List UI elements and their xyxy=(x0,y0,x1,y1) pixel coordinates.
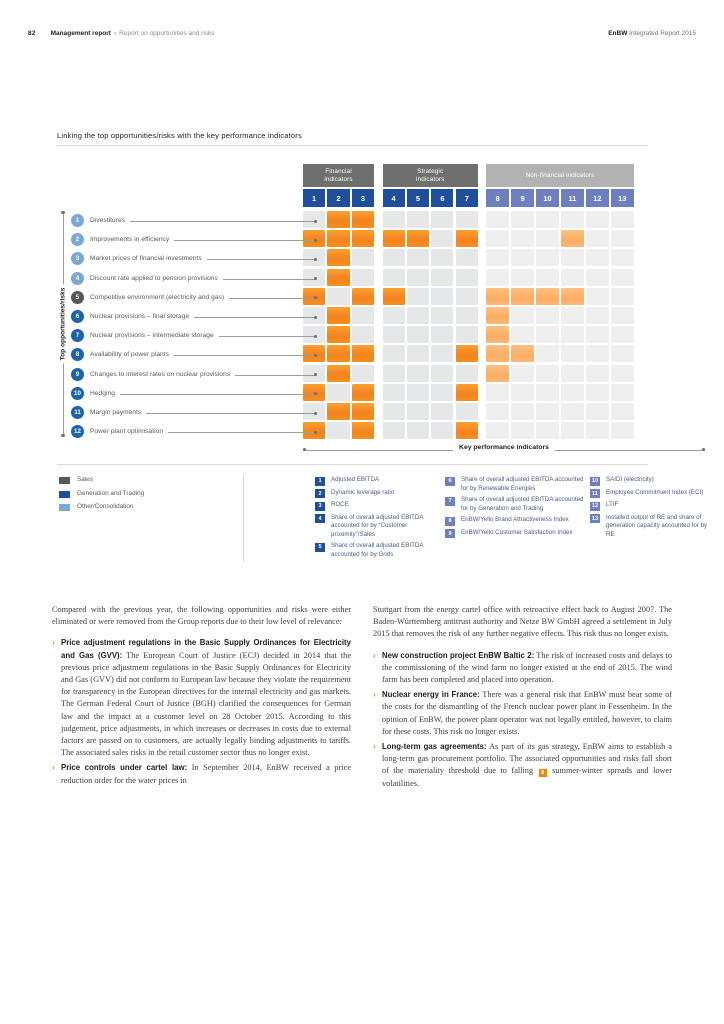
kpi-legend-item-7[interactable] xyxy=(445,496,590,513)
kpi-column-chip-4[interactable]: 4 xyxy=(383,189,405,207)
kpi-legend-text: Share of overall adjusted EBITDA accounted for by Grids xyxy=(331,542,424,558)
kpi-legend-number-8: 8 xyxy=(445,517,455,526)
kpi-column-chip-12[interactable]: 12 xyxy=(586,189,609,207)
risk-leader-line xyxy=(207,259,316,260)
kpi-legend-column-3 xyxy=(590,476,710,542)
kpi-legend-number-6: 6 xyxy=(445,477,455,486)
risk-row-6[interactable] xyxy=(71,307,316,326)
kpi-legend-number-12: 12 xyxy=(591,503,599,509)
kpi-legend-text: Share of overall adjusted EBITDA accounted for by Generation and Trading xyxy=(461,496,584,512)
risk-row-2[interactable] xyxy=(71,230,316,249)
risk-number-badge-1: 1 xyxy=(71,214,84,227)
body-bullet-item xyxy=(373,689,672,738)
kpi-column-chip-7[interactable]: 7 xyxy=(456,189,478,207)
kpi-legend-text: Employee Commitment Index (ECI) xyxy=(606,488,704,496)
risk-row-10[interactable] xyxy=(71,384,316,403)
kpi-legend-item-6[interactable] xyxy=(445,476,590,493)
x-axis xyxy=(303,445,705,455)
segment-legend-swatch xyxy=(59,477,70,484)
risk-row-7[interactable] xyxy=(71,326,316,345)
risk-leader-line xyxy=(168,432,316,433)
kpi-column-chip-11[interactable]: 11 xyxy=(561,189,584,207)
risk-number-badge-6: 6 xyxy=(71,310,84,323)
risk-number-badge-10: 10 xyxy=(71,387,84,400)
risk-number-badge-5: 5 xyxy=(71,291,84,304)
risk-leader-line xyxy=(146,413,316,414)
risk-row-label: Availability of power plants xyxy=(90,351,169,359)
bullet-title: Price adjustment regulations in the Basic Supply Ordinances for Electricity and Gas (GVV): xyxy=(61,638,351,660)
kpi-legend-item-12[interactable] xyxy=(590,501,710,511)
kpi-legend-item-4[interactable] xyxy=(315,514,445,540)
bullet-title: New construction project EnBW Baltic 2: xyxy=(382,650,535,660)
risk-leader-line xyxy=(229,298,316,299)
indicator-group-label-line: indicators xyxy=(416,175,445,183)
risk-row-label: Changes to interest rates on nuclear provisions xyxy=(90,370,231,378)
risk-row-label: Market prices of financial investments xyxy=(90,255,202,263)
kpi-legend-number-1: 1 xyxy=(315,477,325,486)
risk-row-label: Hedging xyxy=(90,389,115,397)
risk-row-label: Nuclear provisions – intermediate storage xyxy=(90,332,214,340)
x-axis-label: Key performance indicators xyxy=(453,444,555,451)
segment-legend xyxy=(59,476,209,517)
risk-row-8[interactable] xyxy=(71,345,316,364)
bullet-title: Price controls under cartel law: xyxy=(61,763,188,773)
indicator-group-1 xyxy=(303,164,374,187)
bullet-title: Long-term gas agreements: xyxy=(382,742,487,752)
risk-number-badge-7: 7 xyxy=(71,329,84,342)
risk-number-badge-11: 11 xyxy=(71,406,84,419)
risk-row-label: Nuclear provisions – final storage xyxy=(90,313,190,320)
segment-legend-label: Generation and Trading xyxy=(77,489,145,497)
risk-row-label: Margin payments xyxy=(90,409,142,416)
risk-row-label-list xyxy=(57,211,648,437)
kpi-legend-text: Share of overall adjusted EBITDA accounted for by Renewable Energies xyxy=(461,476,584,492)
indicator-group-3 xyxy=(486,164,633,187)
bullet-arrow-icon: › xyxy=(52,763,55,773)
kpi-column-chip-2[interactable]: 2 xyxy=(327,189,349,207)
kpi-column-chip-10[interactable]: 10 xyxy=(536,189,559,207)
segment-legend-label: Sales xyxy=(77,476,93,483)
kpi-column-chip-9[interactable]: 9 xyxy=(511,189,534,207)
bullet-text: Price controls under cartel law: In September 2014, EnBW received a price reduction order for the water prices in xyxy=(61,763,351,785)
figure-legend xyxy=(57,476,708,566)
risk-number-badge-3: 3 xyxy=(71,252,84,265)
risk-leader-line xyxy=(174,355,316,356)
kpi-legend-item-8[interactable] xyxy=(445,516,590,526)
kpi-legend-number-4: 4 xyxy=(315,514,325,523)
risk-row-12[interactable] xyxy=(71,422,316,441)
header-section: Management report xyxy=(50,29,111,37)
segment-legend-item-1 xyxy=(59,476,209,484)
risk-number-badge-8: 8 xyxy=(71,348,84,361)
segment-legend-item-3 xyxy=(59,503,209,511)
kpi-column-chip-6[interactable]: 6 xyxy=(431,189,453,207)
kpi-legend-number-11: 11 xyxy=(590,489,600,498)
kpi-legend-number-2: 2 xyxy=(315,489,325,498)
bullet-text: Nuclear energy in France: There was a general risk that EnBW must bear some of the costs for the dismantling of the French nuclear power plant in Fessenheim. In the opinion of EnBW, the power plant operator was not legally entitled, however, to claim for these costs. This risk no longer exists. xyxy=(382,690,673,736)
x-axis-dot-right xyxy=(702,448,705,451)
indicator-group-label-line: Financial xyxy=(325,167,352,175)
kpi-legend-item-13[interactable] xyxy=(590,514,710,540)
kpi-legend-item-1[interactable] xyxy=(315,476,445,486)
bullet-arrow-icon: › xyxy=(373,742,376,752)
figure-top-rule xyxy=(57,145,648,146)
y-axis-dot-bottom xyxy=(61,434,64,437)
body-column-left xyxy=(52,604,351,793)
brand-report-title: Integrated Report 2015 xyxy=(629,29,696,37)
bullet-arrow-icon: › xyxy=(52,638,55,648)
risk-row-label: Competitive environment (electricity and gas) xyxy=(90,293,225,301)
kpi-legend-text: ROCE xyxy=(331,501,349,508)
risk-leader-line xyxy=(223,279,316,280)
figure-bottom-rule xyxy=(57,464,648,465)
indicator-group-label-line: Strategic xyxy=(417,167,444,175)
risk-row-label: Improvements in efficiency xyxy=(90,236,170,244)
kpi-legend-number-13: 13 xyxy=(591,515,599,522)
legend-divider xyxy=(243,474,244,562)
bullet-text: Price adjustment regulations in the Basic Supply Ordinances for Electricity and Gas (GVV): The European Court of Justice (ECJ) decided in 2014 that the previous price adjustment regulations in the Basic Supply Ordinances for Electricity and Gas (GVV) did not conform to European law because they violate the requirement for transparency in the European directives for the internal electricity and gas markets. The German Federal Court of Justice (BGH) clarified the consequences for German law and the impact at a customer level on 28 October 2015. According to this judgement, price adjustments, in which increases or decreases in costs due to external factors are passed on to customers, are actually legally binding adjustments to tariffs. The associated sales risks in the retail customer sector thus no longer exist. xyxy=(61,638,351,758)
body-bullet-item xyxy=(373,650,672,687)
risk-row-3[interactable] xyxy=(71,249,316,268)
x-axis-dot-left xyxy=(303,448,306,451)
kpi-legend-item-5[interactable] xyxy=(315,542,445,559)
risk-number-badge-4: 4 xyxy=(71,272,84,285)
kpi-legend-text: Installed output of RE and share of generation capacity accounted for by RE xyxy=(606,513,708,538)
running-header xyxy=(0,26,724,40)
kpi-legend-number-5: 5 xyxy=(315,543,325,552)
body-bullet-item xyxy=(52,762,351,786)
kpi-legend-item-2[interactable] xyxy=(315,489,445,499)
chevron-right-icon: › xyxy=(113,29,117,37)
kpi-legend-number-10: 10 xyxy=(591,478,599,484)
kpi-legend-text: Share of overall adjusted EBITDA accounted for by “Customer proximity”/Sales xyxy=(331,513,424,538)
kpi-column-chip-5[interactable]: 5 xyxy=(407,189,429,207)
y-axis-dot-top xyxy=(61,211,64,214)
kpi-column-chip-3[interactable]: 3 xyxy=(352,189,374,207)
inline-kpi-chip[interactable]: 8 xyxy=(539,769,547,777)
risk-leader-line xyxy=(235,375,316,376)
kpi-legend-column-2 xyxy=(445,476,590,541)
kpi-legend-text: Dynamic leverage ratio xyxy=(331,488,395,496)
kpi-legend-item-11[interactable] xyxy=(590,489,710,499)
header-brand-block xyxy=(608,30,696,37)
risk-leader-line xyxy=(219,336,316,337)
bullet-text: Long-term gas agreements: As part of its gas strategy, EnBW aims to establish a long-term gas procurement portfolio. The associated opportunities and risks fall short of the materiality threshold due to falling 8 summer-winter spreads and lower volatilities. xyxy=(382,742,672,788)
risk-row-9[interactable] xyxy=(71,365,316,384)
kpi-column-chip-13[interactable]: 13 xyxy=(611,189,634,207)
kpi-legend-number-9: 9 xyxy=(445,529,455,538)
segment-legend-label: Other/Consolidation xyxy=(77,503,134,510)
kpi-legend-column-1 xyxy=(315,476,445,562)
risk-row-11[interactable] xyxy=(71,403,316,422)
kpi-legend-item-10[interactable] xyxy=(590,476,710,486)
bullet-text: New construction project EnBW Baltic 2: The risk of increased costs and delays to the commissioning of the wind farm no longer existed at the end of 2015. The wind farm has been completed and placed into operation. xyxy=(382,650,672,685)
kpi-column-chip-1[interactable]: 1 xyxy=(303,189,325,207)
risk-leader-line xyxy=(120,394,316,395)
page-number: 82 xyxy=(28,29,36,37)
risk-leader-line xyxy=(194,317,316,318)
kpi-legend-item-3[interactable] xyxy=(315,501,445,511)
risk-number-badge-2: 2 xyxy=(71,233,84,246)
risk-number-badge-9: 9 xyxy=(71,368,84,381)
risk-row-5[interactable] xyxy=(71,288,316,307)
figure-title: Linking the top opportunities/risks with the key performance indicators xyxy=(57,131,302,140)
y-axis-label: Top opportunities/risks xyxy=(58,285,69,364)
kpi-legend-number-3: 3 xyxy=(315,502,325,511)
risk-row-1[interactable] xyxy=(71,211,316,230)
kpi-legend-text: LTIF xyxy=(606,501,619,508)
indicator-group-2 xyxy=(383,164,478,187)
intro-paragraph: Compared with the previous year, the following opportunities and risks were either eliminated or were removed from the Group reports due to their low level of relevance: xyxy=(52,605,351,627)
kpi-legend-text: Adjusted EBITDA xyxy=(331,476,380,483)
header-subsection: Report on opportunities and risks xyxy=(119,29,215,37)
risk-row-4[interactable] xyxy=(71,269,316,288)
segment-legend-item-2 xyxy=(59,490,209,498)
indicator-group-label-line: Non-financial indicators xyxy=(525,171,595,179)
bullet-arrow-icon: › xyxy=(373,690,376,700)
brand-name: EnBW xyxy=(608,29,628,37)
indicator-group-header-row xyxy=(57,164,648,187)
bullet-arrow-icon: › xyxy=(373,650,376,660)
risk-number-badge-12: 12 xyxy=(71,425,84,438)
risk-leader-line xyxy=(174,240,316,241)
indicator-number-row xyxy=(57,189,648,207)
body-column-right xyxy=(373,604,672,793)
kpi-legend-text: SAIDI (electricity) xyxy=(606,476,654,483)
segment-legend-swatch xyxy=(59,504,70,511)
risk-row-label: Power plant optimisation xyxy=(90,428,164,436)
kpi-column-chip-8[interactable]: 8 xyxy=(486,189,509,207)
indicator-group-label-line: indicators xyxy=(324,175,353,183)
body-paragraph: Stuttgart from the energy cartel office with retroactive effect back to August 2007. The Baden-Württemberg antitrust authority and Netze BW GmbH agreed a settlement in July 2015 that removes the risk of any further negative effects. This risk thus no longer exists. xyxy=(373,605,672,639)
kpi-legend-text: EnBW/Yello Customer Satisfaction Index xyxy=(461,528,573,536)
kpi-legend-number-7: 7 xyxy=(445,497,455,506)
risk-row-label: Divestitures xyxy=(90,217,126,224)
body-text xyxy=(52,604,672,793)
bullet-title: Nuclear energy in France: xyxy=(382,690,480,700)
segment-legend-swatch xyxy=(59,491,70,498)
body-bullet-item xyxy=(52,637,351,759)
body-bullet-item xyxy=(373,741,672,790)
kpi-legend-text: EnBW/Yello Brand Attractiveness Index xyxy=(461,516,569,524)
risk-leader-line xyxy=(130,221,316,222)
kpi-legend-item-9[interactable] xyxy=(445,529,590,539)
figure-block xyxy=(57,131,708,558)
y-axis xyxy=(57,211,69,437)
risk-row-label: Discount rate applied to pension provisions xyxy=(90,274,218,282)
